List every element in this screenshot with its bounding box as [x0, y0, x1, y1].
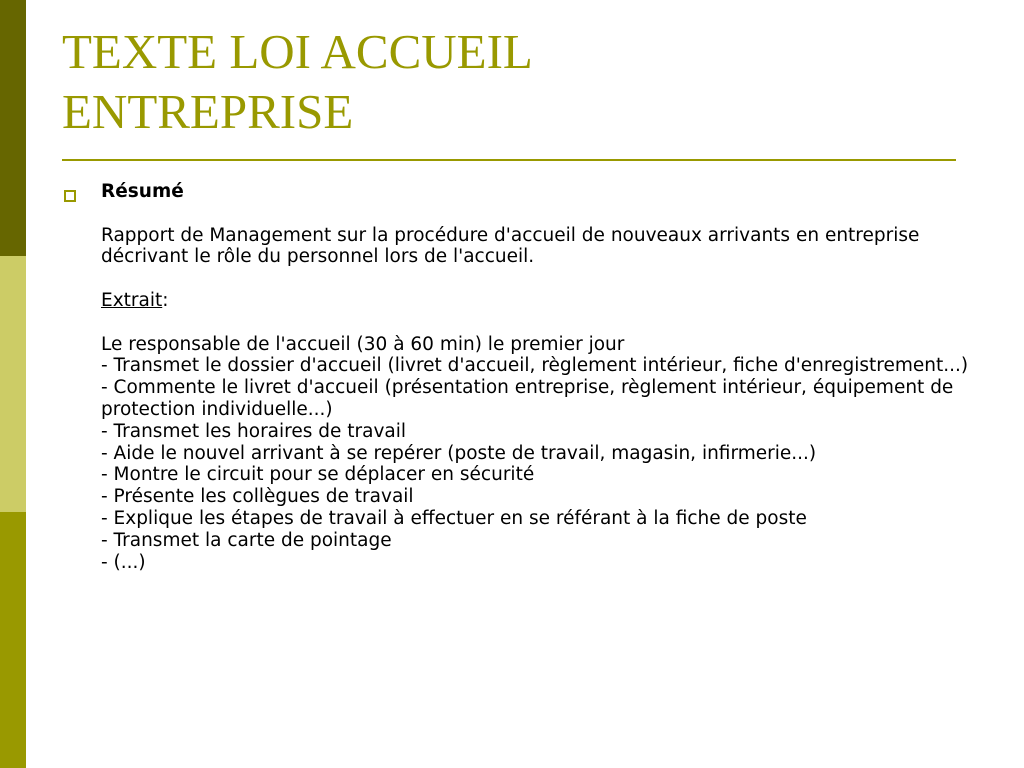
square-bullet-icon	[64, 190, 76, 202]
title-divider	[62, 159, 956, 161]
list-item: - Aide le nouvel arrivant à se repérer (poste de travail, magasin, infirmerie...)	[101, 442, 817, 464]
decorative-stripe-bottom	[0, 512, 26, 768]
intro-line: Le responsable de l'accueil (30 à 60 min) le premier jour	[101, 333, 625, 355]
spacer	[101, 312, 971, 334]
list-item: - Transmet le dossier d'accueil (livret d'accueil, règlement intérieur, fiche d'enregistrement...)	[101, 355, 969, 377]
slide-title-line-1: TEXTE LOI ACCUEIL	[62, 24, 533, 79]
decorative-stripe-middle	[0, 256, 26, 512]
slide-body	[101, 181, 971, 573]
extract-label: Extrait	[101, 289, 163, 311]
list-item: - (...)	[101, 551, 146, 573]
summary-text: Rapport de Management sur la procédure d'accueil de nouveaux arrivants en entreprise décrivant le rôle du personnel lors de l'accueil.	[101, 224, 920, 268]
list-item: - Commente le livret d'accueil (présentation entreprise, règlement intérieur, équipement de protection individuelle...)	[101, 377, 954, 420]
spacer	[101, 203, 971, 225]
spacer	[101, 268, 971, 290]
bullet-heading: Résumé	[101, 181, 184, 202]
decorative-stripe-top	[0, 0, 26, 256]
list-item: - Présente les collègues de travail	[101, 486, 414, 508]
extract-colon: :	[162, 289, 169, 311]
list-item: - Transmet les horaires de travail	[101, 420, 407, 442]
extract-heading	[101, 290, 971, 312]
slide-title	[62, 22, 962, 142]
slide-title-line-2: ENTREPRISE	[62, 84, 354, 139]
list-item: - Transmet la carte de pointage	[101, 529, 392, 551]
list-item: - Explique les étapes de travail à effectuer en se référant à la fiche de poste	[101, 507, 807, 529]
list-item: - Montre le circuit pour se déplacer en sécurité	[101, 464, 535, 486]
